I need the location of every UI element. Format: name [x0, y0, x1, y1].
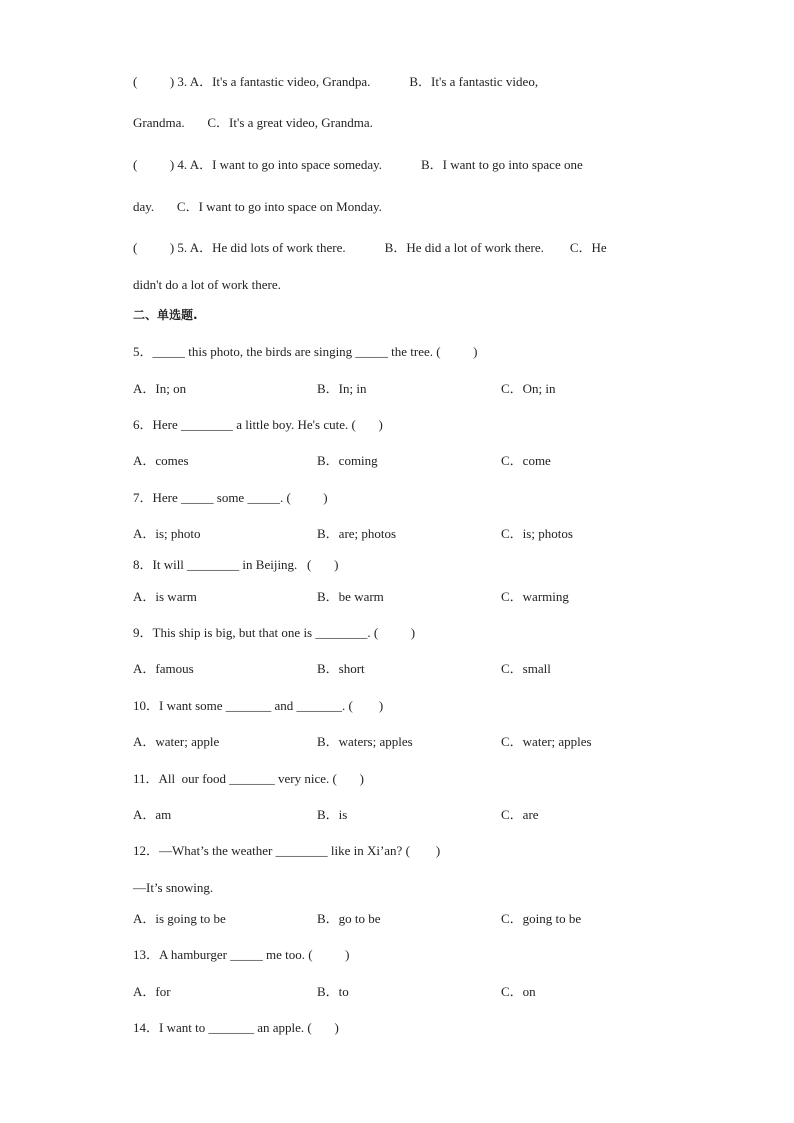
question-13-stem: 13．A hamburger _____ me too. ( ) — [133, 947, 350, 962]
question-8-option-b: B．be warm — [317, 589, 384, 604]
question-5-stem: 5．_____ this photo, the birds are singing _____ the tree. ( ) — [133, 344, 478, 359]
question-9-stem: 9．This ship is big, but that one is ________. ( ) — [133, 625, 416, 640]
question-11-option-b: B．is — [317, 807, 348, 822]
listening-item-3-line1: ( ) 3. A．It's a fantastic video, Grandpa. B．It's a fantastic video, — [133, 74, 539, 89]
question-14-stem: 14．I want to _______ an apple. ( ) — [133, 1020, 339, 1035]
listening-item-4-line2: day. C．I want to go into space on Monday. — [133, 199, 382, 214]
question-7-stem: 7．Here _____ some _____. ( ) — [133, 490, 328, 505]
question-6-option-c: C．come — [501, 453, 551, 468]
question-10-option-b: B．waters; apples — [317, 734, 413, 749]
question-7-option-c: C．is; photos — [501, 526, 573, 541]
question-13-option-c: C．on — [501, 984, 536, 999]
question-10-stem: 10．I want some _______ and _______. ( ) — [133, 698, 384, 713]
question-12-stem: 12．—What’s the weather ________ like in Xi’an? ( ) — [133, 843, 441, 858]
listening-item-4-line1: ( ) 4. A．I want to go into space someday. B．I want to go into space one — [133, 157, 583, 172]
question-12-option-a: A．is going to be — [133, 911, 226, 926]
question-5-option-a: A．In; on — [133, 381, 187, 396]
question-7-option-a: A．is; photo — [133, 526, 201, 541]
question-8-option-c: C．warming — [501, 589, 569, 604]
question-6-option-a: A．comes — [133, 453, 189, 468]
listening-item-5-line2: didn't do a lot of work there. — [133, 277, 281, 292]
question-11-option-a: A．am — [133, 807, 172, 822]
question-12-option-b: B．go to be — [317, 911, 381, 926]
listening-item-3-line2: Grandma. C．It's a great video, Grandma. — [133, 115, 373, 130]
section-title: 二、单选题. — [133, 308, 198, 322]
question-11-stem: 11．All our food _______ very nice. ( ) — [133, 771, 364, 786]
question-13-option-b: B．to — [317, 984, 349, 999]
question-5-option-b: B．In; in — [317, 381, 367, 396]
question-10-option-c: C．water; apples — [501, 734, 592, 749]
question-9-option-b: B．short — [317, 661, 365, 676]
question-6-option-b: B．coming — [317, 453, 378, 468]
question-9-option-c: C．small — [501, 661, 551, 676]
question-12-dialogue: —It’s snowing. — [133, 880, 214, 895]
question-12-option-c: C．going to be — [501, 911, 582, 926]
question-8-stem: 8．It will ________ in Beijing. ( ) — [133, 557, 339, 572]
question-9-option-a: A．famous — [133, 661, 194, 676]
question-8-option-a: A．is warm — [133, 589, 197, 604]
question-10-option-a: A．water; apple — [133, 734, 220, 749]
question-6-stem: 6．Here ________ a little boy. He's cute. ( ) — [133, 417, 383, 432]
listening-item-5-line1: ( ) 5. A．He did lots of work there. B．He did a lot of work there. C．He — [133, 240, 607, 255]
question-5-option-c: C．On; in — [501, 381, 556, 396]
question-13-option-a: A．for — [133, 984, 171, 999]
question-11-option-c: C．are — [501, 807, 539, 822]
question-7-option-b: B．are; photos — [317, 526, 397, 541]
